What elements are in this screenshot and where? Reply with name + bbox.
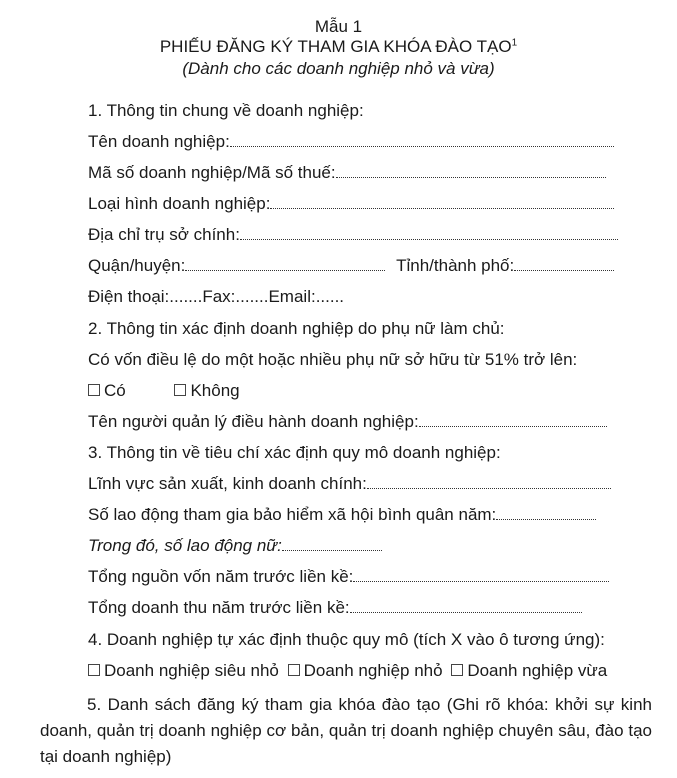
company-name-field[interactable] bbox=[230, 132, 614, 147]
female-workers-label: Trong đó, số lao động nữ: bbox=[88, 536, 282, 555]
workers-label: Số lao động tham gia bảo hiểm xã hội bình quân năm: bbox=[88, 505, 497, 524]
checkbox-small-icon[interactable] bbox=[288, 664, 300, 676]
female-workers-field[interactable] bbox=[282, 536, 382, 551]
province-field[interactable] bbox=[514, 256, 614, 271]
district-province-row bbox=[88, 255, 614, 277]
option-medium-label: Doanh nghiệp vừa bbox=[467, 661, 608, 680]
section4-heading: 4. Doanh nghiệp tự xác định thuộc quy mô (tích X vào ô tương ứng): bbox=[88, 630, 605, 649]
form-subtitle: (Dành cho các doanh nghiệp nhỏ và vừa) bbox=[182, 59, 495, 78]
tax-code-field[interactable] bbox=[336, 163, 606, 178]
checkbox-yes-icon[interactable] bbox=[88, 384, 100, 396]
company-name-row bbox=[88, 131, 614, 153]
main-field-label: Lĩnh vực sản xuất, kinh doanh chính: bbox=[88, 474, 367, 493]
manager-field[interactable] bbox=[419, 412, 607, 427]
revenue-label: Tổng doanh thu năm trước liền kề: bbox=[88, 598, 350, 617]
section5-paragraph bbox=[40, 692, 652, 770]
workers-row bbox=[88, 504, 596, 526]
district-label: Quận/huyện: bbox=[88, 256, 186, 275]
contact-line: Điện thoại:.......Fax:.......Email:...... bbox=[88, 287, 345, 306]
address-label: Địa chỉ trụ sở chính: bbox=[88, 225, 240, 244]
option-small[interactable] bbox=[288, 661, 443, 680]
main-field-row bbox=[88, 473, 611, 495]
size-options bbox=[88, 660, 607, 682]
section2-heading: 2. Thông tin xác định doanh nghiệp do phụ nữ làm chủ: bbox=[88, 319, 505, 338]
company-name-label: Tên doanh nghiệp: bbox=[88, 132, 230, 151]
manager-label: Tên người quản lý điều hành doanh nghiệp: bbox=[88, 412, 419, 431]
section1-heading: 1. Thông tin chung về doanh nghiệp: bbox=[88, 101, 364, 120]
revenue-row bbox=[88, 597, 582, 619]
female-owner-options bbox=[88, 380, 240, 402]
section5-text: 5. Danh sách đăng ký tham gia khóa đào tạo (Ghi rõ khóa: khởi sự kinh doanh, quản trị doanh nghiệp cơ bản, quản trị doanh nghiệp chuyên sâu, đào tạo tại doanh nghiệp) bbox=[40, 695, 652, 766]
option-yes-label: Có bbox=[104, 381, 126, 400]
option-yes[interactable] bbox=[88, 381, 126, 400]
workers-field[interactable] bbox=[496, 505, 596, 520]
checkbox-medium-icon[interactable] bbox=[451, 664, 463, 676]
form-number: Mẫu 1 bbox=[314, 17, 363, 36]
option-no[interactable] bbox=[174, 381, 239, 400]
capital-row bbox=[88, 566, 609, 588]
main-field-input[interactable] bbox=[367, 474, 611, 489]
province-label: Tỉnh/thành phố: bbox=[396, 256, 515, 275]
option-micro-label: Doanh nghiệp siêu nhỏ bbox=[104, 661, 279, 680]
business-type-field[interactable] bbox=[270, 194, 614, 209]
form-title bbox=[0, 36, 677, 58]
checkbox-micro-icon[interactable] bbox=[88, 664, 100, 676]
option-no-label: Không bbox=[190, 381, 240, 400]
district-field[interactable] bbox=[185, 256, 385, 271]
title-footnote: 1 bbox=[511, 37, 518, 49]
female-owner-question: Có vốn điều lệ do một hoặc nhiều phụ nữ sở hữu từ 51% trở lên: bbox=[88, 350, 578, 369]
manager-row bbox=[88, 411, 607, 433]
capital-field[interactable] bbox=[353, 567, 609, 582]
business-type-label: Loại hình doanh nghiệp: bbox=[88, 194, 271, 213]
form-title-text: PHIẾU ĐĂNG KÝ THAM GIA KHÓA ĐÀO TẠO bbox=[159, 37, 512, 56]
option-small-label: Doanh nghiệp nhỏ bbox=[303, 661, 443, 680]
address-field[interactable] bbox=[240, 225, 618, 240]
section3-heading: 3. Thông tin về tiêu chí xác định quy mô doanh nghiệp: bbox=[88, 443, 501, 462]
revenue-field[interactable] bbox=[350, 598, 582, 613]
business-type-row bbox=[88, 193, 614, 215]
female-workers-row bbox=[88, 535, 382, 557]
tax-code-label: Mã số doanh nghiệp/Mã số thuế: bbox=[88, 163, 336, 182]
option-medium[interactable] bbox=[451, 661, 607, 680]
tax-code-row bbox=[88, 162, 606, 184]
checkbox-no-icon[interactable] bbox=[174, 384, 186, 396]
address-row bbox=[88, 224, 618, 246]
option-micro[interactable] bbox=[88, 661, 279, 680]
capital-label: Tổng nguồn vốn năm trước liền kề: bbox=[88, 567, 354, 586]
